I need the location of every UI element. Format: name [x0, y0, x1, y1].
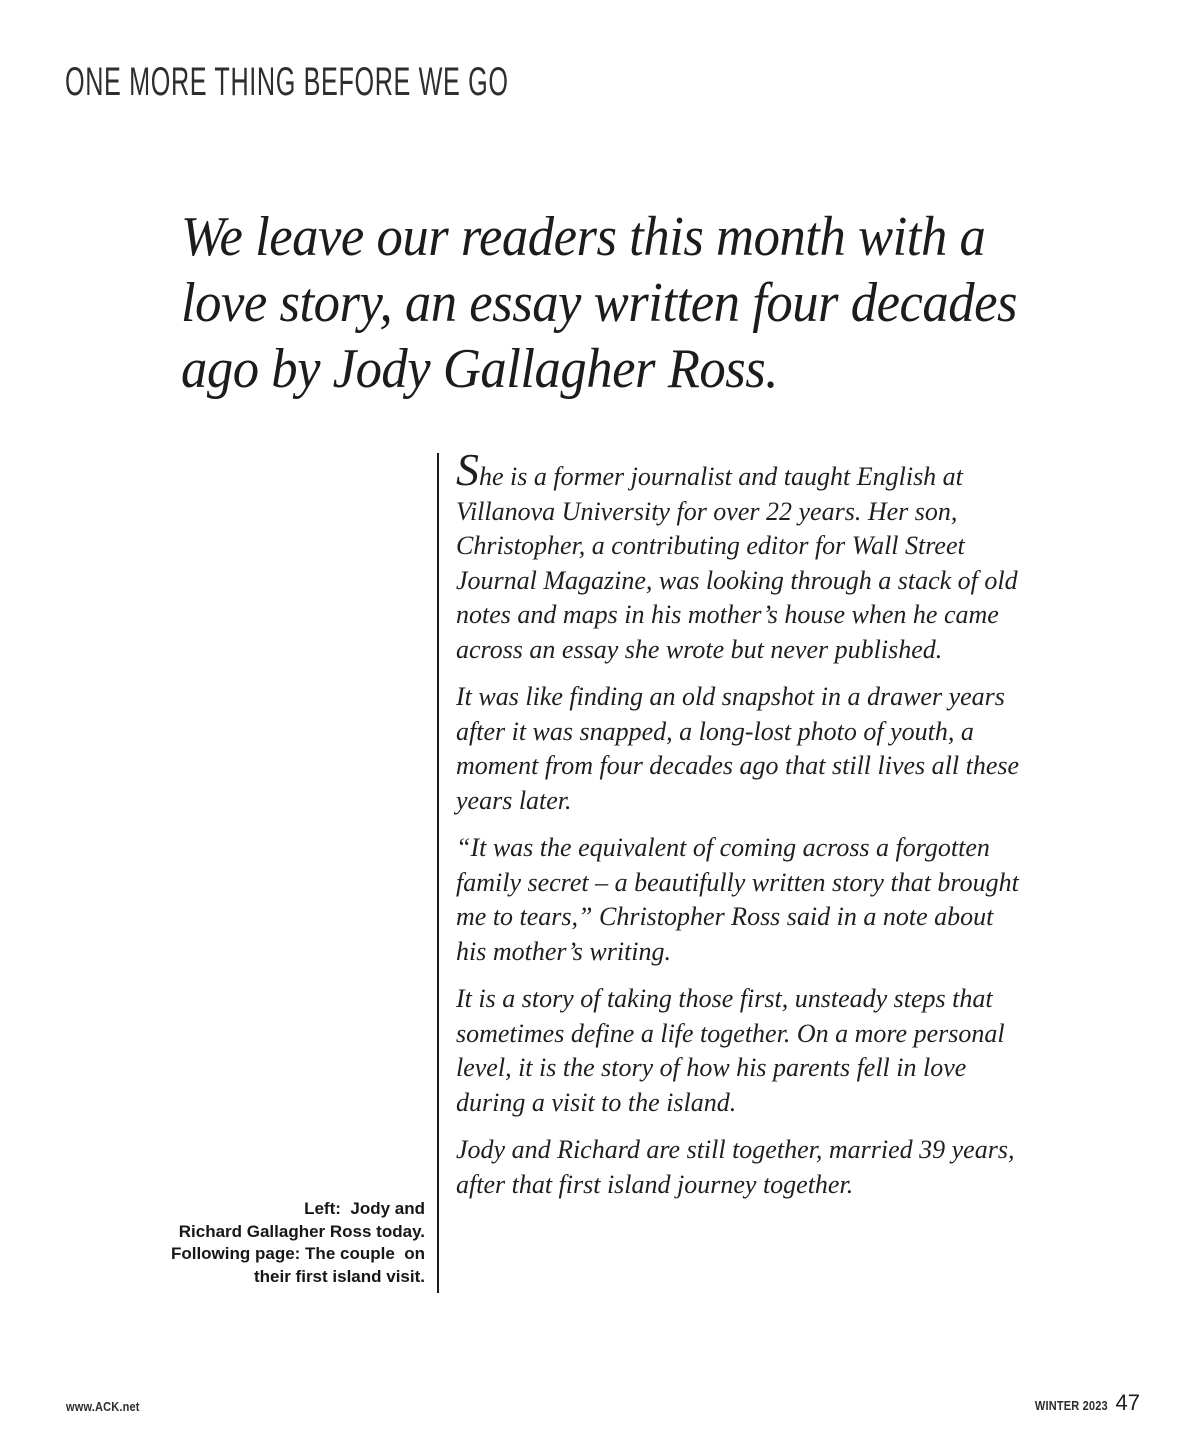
headline-line: love story, an essay written four decades — [181, 272, 1018, 334]
text-line: Christopher, a contributing editor for Wall Street — [456, 531, 965, 560]
drop-cap: S — [456, 444, 479, 495]
headline — [181, 204, 1017, 402]
text-line: across an essay she wrote but never published. — [456, 634, 943, 664]
text-line: family secret – a beautifully written story that brought — [456, 867, 1019, 897]
footer-page-number: 47 — [1115, 1390, 1140, 1415]
text-line: moment from four decades ago that still lives all these — [456, 751, 1020, 780]
footer-issue: WINTER 2023 — [1034, 1399, 1108, 1413]
paragraph — [456, 444, 1019, 667]
text-line: Journal Magazine, was looking through a stack of old — [456, 565, 1018, 595]
text-line: me to tears,” Christopher Ross said in a note about — [456, 902, 994, 931]
text-line: years later. — [456, 785, 572, 815]
text-line: sometimes define a life together. On a more personal — [456, 1018, 1005, 1048]
text-line: after it was snapped, a long-lost photo of youth, a — [456, 716, 974, 746]
column-rule — [437, 453, 439, 1293]
footer-folio — [1025, 1390, 1140, 1416]
paragraph — [456, 680, 1019, 818]
headline-line: We leave our readers this month with a — [181, 206, 986, 268]
text-line: during a visit to the island. — [456, 1087, 737, 1117]
text-line: Jody and Richard are still together, married 39 years, — [456, 1135, 1015, 1164]
text-line: after that first island journey together. — [456, 1169, 854, 1199]
text-line: It is a story of taking those first, unsteady steps that — [456, 984, 993, 1013]
section-kicker: ONE MORE THING BEFORE WE GO — [65, 60, 509, 104]
text-line: “It was the equivalent of coming across a forgotten — [456, 833, 990, 862]
headline-line: ago by Jody Gallagher Ross. — [181, 338, 778, 400]
text-line: level, it is the story of how his parents fell in love — [456, 1053, 967, 1082]
caption-line: their first island visit. — [254, 1266, 425, 1286]
article-body — [456, 444, 1020, 1215]
photo-caption — [95, 1198, 425, 1288]
text-line-rest: he is a former journalist and taught English at — [479, 462, 963, 491]
text-line — [456, 444, 1019, 495]
caption-line: Left: Jody and — [304, 1199, 425, 1218]
text-line: It was like finding an old snapshot in a drawer years — [456, 682, 1005, 711]
caption-line: Richard Gallagher Ross today. — [178, 1221, 425, 1241]
paragraph — [456, 831, 1019, 969]
caption-line: Following page: The couple on — [170, 1244, 425, 1263]
paragraph — [456, 982, 1019, 1120]
footer-website: www.ACK.net — [66, 1400, 140, 1414]
text-line: Villanova University for over 22 years. Her son, — [456, 496, 958, 526]
text-line: his mother’s writing. — [456, 936, 672, 966]
paragraph — [456, 1133, 1019, 1202]
text-line: notes and maps in his mother’s house when he came — [456, 600, 999, 629]
